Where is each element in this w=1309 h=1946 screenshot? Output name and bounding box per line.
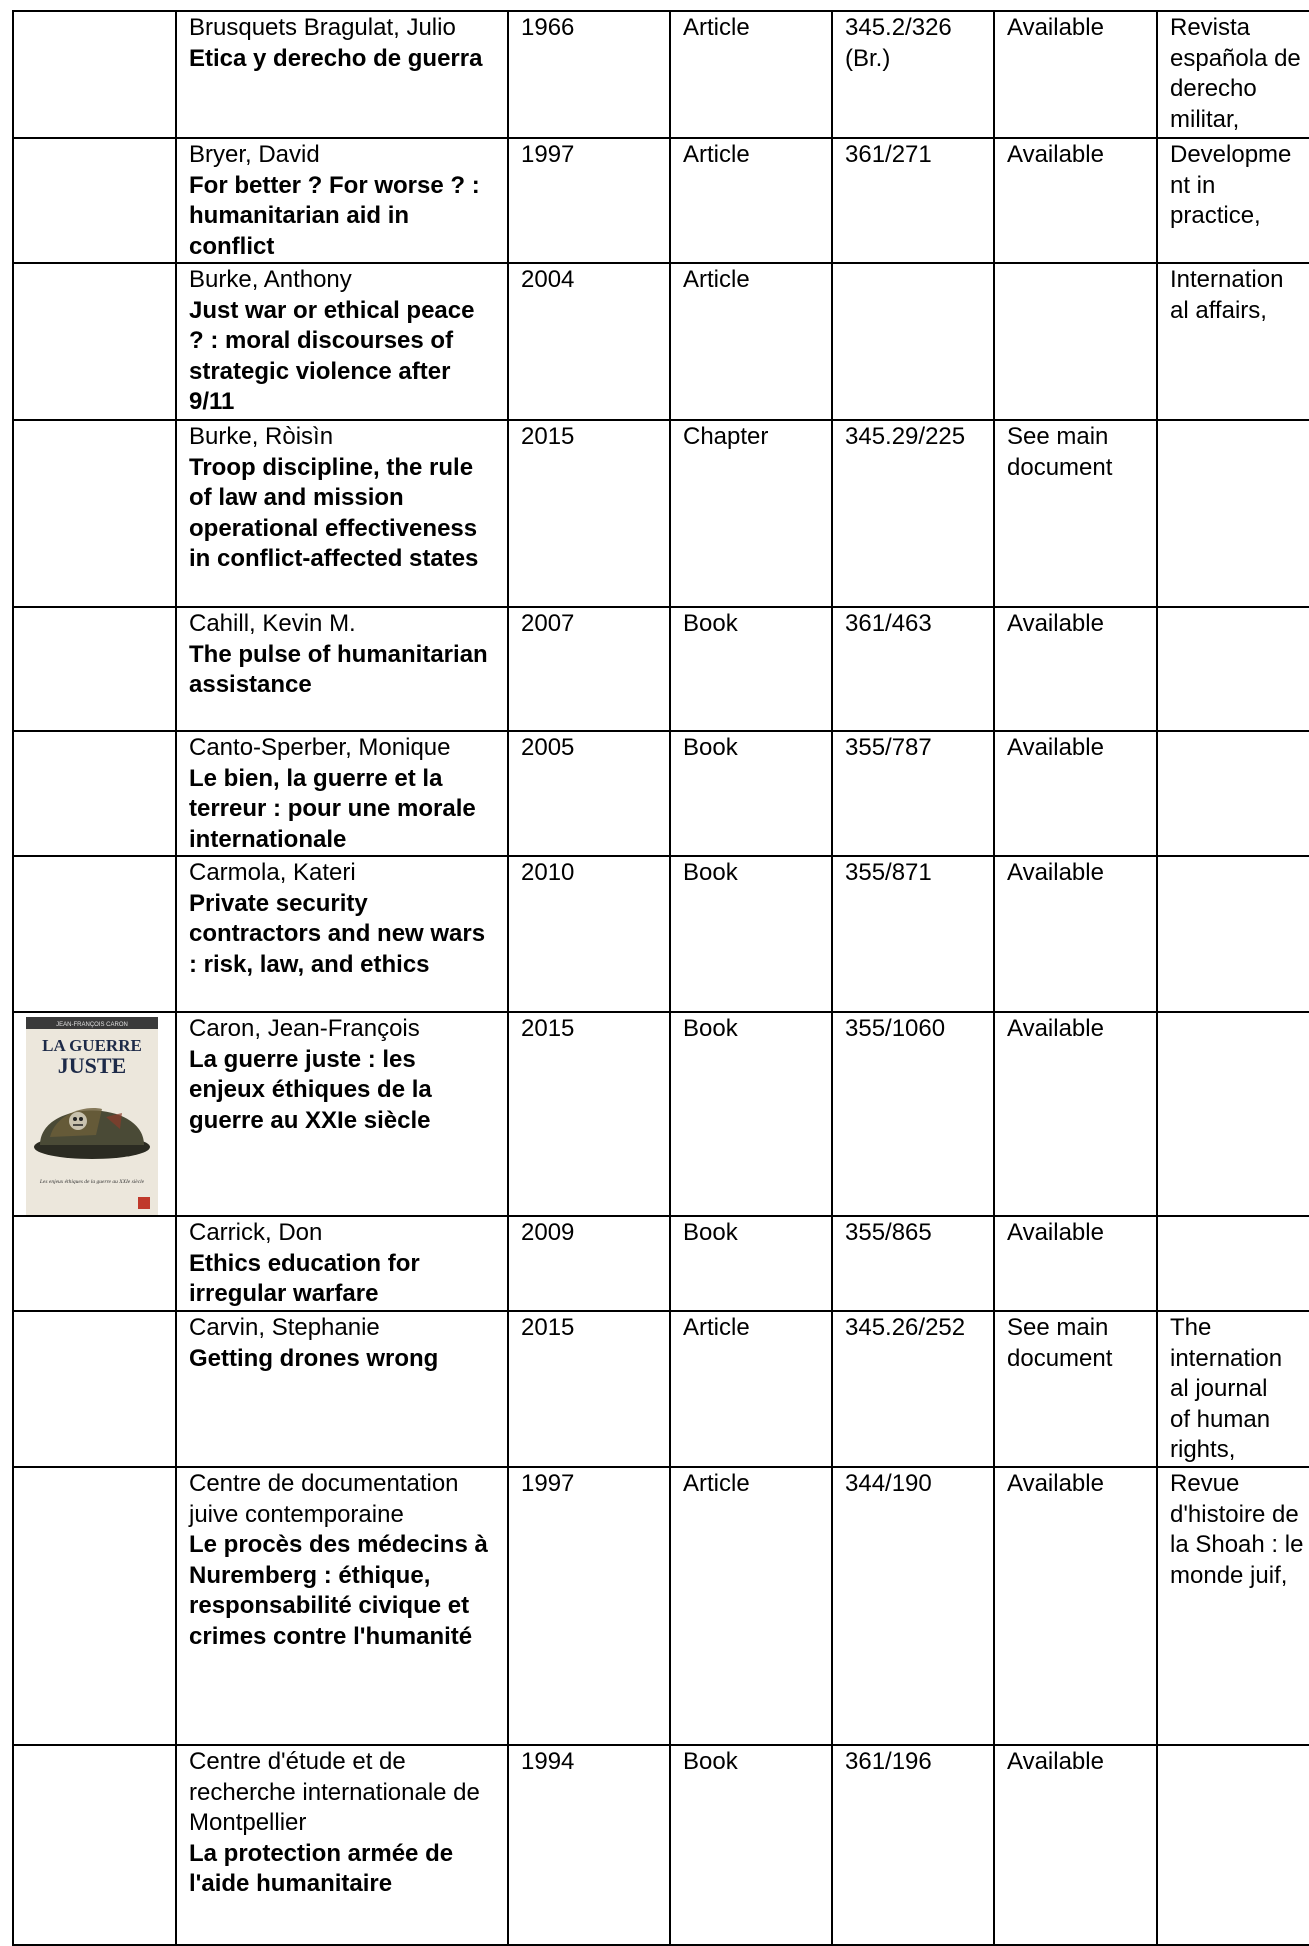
title-link[interactable]: Ethics education for irregular warfare <box>189 1249 420 1307</box>
author: Carvin, Stephanie <box>189 1314 380 1341</box>
cover-cell <box>13 263 176 420</box>
author: Canto-Sperber, Monique <box>189 734 451 761</box>
call-number-cell: 345.29/225 <box>832 420 994 607</box>
call-number-cell <box>832 263 994 420</box>
year-cell: 2010 <box>508 856 670 1012</box>
status-cell: Available <box>994 1745 1157 1945</box>
call-number-cell: 355/1060 <box>832 1012 994 1216</box>
type-cell: Book <box>670 1012 832 1216</box>
title-link[interactable]: La guerre juste : les enjeux éthiques de la guerre au XXIe siècle <box>189 1045 432 1134</box>
type-cell: Article <box>670 1311 832 1467</box>
source-cell <box>1157 607 1309 731</box>
table-row <box>13 731 1309 856</box>
call-number-cell: 355/871 <box>832 856 994 1012</box>
author: Centre d'étude et de recherche internationale de Montpellier <box>189 1748 480 1836</box>
catalog-table <box>12 10 1309 1946</box>
source-cell <box>1157 1216 1309 1311</box>
type-cell: Book <box>670 1745 832 1945</box>
title-link[interactable]: Private security contractors and new wars : risk, law, and ethics <box>189 889 486 978</box>
source-cell <box>1157 856 1309 1012</box>
author: Carmola, Kateri <box>189 859 356 886</box>
call-number-cell: 355/865 <box>832 1216 994 1311</box>
table-row <box>13 1012 1309 1216</box>
author: Carrick, Don <box>189 1219 323 1246</box>
year-cell: 2015 <box>508 1311 670 1467</box>
cover-cell <box>13 1311 176 1467</box>
cover-cell <box>13 731 176 856</box>
author-title-cell[interactable] <box>176 731 508 856</box>
status-cell: Available <box>994 856 1157 1012</box>
call-number-cell: 355/787 <box>832 731 994 856</box>
status-cell: See main document <box>994 420 1157 607</box>
author-title-cell[interactable] <box>176 138 508 263</box>
author: Burke, Ròisìn <box>189 423 334 450</box>
author-title-cell[interactable] <box>176 420 508 607</box>
type-cell: Article <box>670 263 832 420</box>
source-cell: Developme nt in practice, <box>1157 138 1309 263</box>
year-cell: 2015 <box>508 1012 670 1216</box>
year-cell: 2005 <box>508 731 670 856</box>
call-number-cell: 344/190 <box>832 1467 994 1745</box>
table-row <box>13 11 1309 138</box>
title-link[interactable]: Etica y derecho de guerra <box>189 44 483 72</box>
title-link[interactable]: Troop discipline, the rule of law and mission operational effectiveness in conflict-affected states <box>189 453 479 572</box>
table-row <box>13 1216 1309 1311</box>
table-row <box>13 420 1309 607</box>
table-row <box>13 1311 1309 1467</box>
type-cell: Book <box>670 856 832 1012</box>
status-cell <box>994 263 1157 420</box>
cover-title-line1: LA GUERRE <box>42 1036 142 1055</box>
call-number-cell: 361/196 <box>832 1745 994 1945</box>
source-cell <box>1157 1745 1309 1945</box>
source-cell <box>1157 420 1309 607</box>
cover-cell <box>13 856 176 1012</box>
type-cell: Article <box>670 1467 832 1745</box>
cover-title-line2: JUSTE <box>57 1053 127 1078</box>
call-number-cell: 345.2/326 (Br.) <box>832 11 994 138</box>
author-title-cell[interactable] <box>176 1745 508 1945</box>
author: Centre de documentation juive contemporaine <box>189 1470 459 1528</box>
status-cell: Available <box>994 1216 1157 1311</box>
author-title-cell[interactable] <box>176 1311 508 1467</box>
title-link[interactable]: The pulse of humanitarian assistance <box>189 640 488 698</box>
author-title-cell[interactable] <box>176 263 508 420</box>
type-cell: Book <box>670 607 832 731</box>
cover-cell <box>13 1216 176 1311</box>
status-cell: Available <box>994 138 1157 263</box>
status-cell: See main document <box>994 1311 1157 1467</box>
book-cover-image[interactable] <box>26 1017 158 1215</box>
author: Brusquets Bragulat, Julio <box>189 14 456 41</box>
year-cell: 2007 <box>508 607 670 731</box>
type-cell: Article <box>670 138 832 263</box>
cover-author-text: JEAN-FRANÇOIS CARON <box>56 1022 128 1028</box>
title-link[interactable]: For better ? For worse ? : humanitarian aid in conflict <box>189 171 480 260</box>
cover-subtitle: Les enjeux éthiques de la guerre au XXIe siècle <box>39 1179 145 1185</box>
author-title-cell[interactable] <box>176 607 508 731</box>
status-cell: Available <box>994 11 1157 138</box>
year-cell: 1997 <box>508 1467 670 1745</box>
cover-cell <box>13 1467 176 1745</box>
table-row <box>13 1467 1309 1745</box>
source-cell: Revue d'histoire de la Shoah : le monde juif, <box>1157 1467 1309 1745</box>
title-link[interactable]: Just war or ethical peace ? : moral discourses of strategic violence after 9/11 <box>189 296 475 415</box>
cover-cell <box>13 607 176 731</box>
source-cell: Revista española de derecho militar, <box>1157 11 1309 138</box>
status-cell: Available <box>994 1012 1157 1216</box>
author-title-cell[interactable] <box>176 1216 508 1311</box>
author-title-cell[interactable] <box>176 856 508 1012</box>
source-cell: The internation al journal of human rights, <box>1157 1311 1309 1467</box>
author-title-cell[interactable] <box>176 11 508 138</box>
status-cell: Available <box>994 607 1157 731</box>
cover-cell <box>13 1012 176 1216</box>
title-link[interactable]: La protection armée de l'aide humanitaire <box>189 1839 454 1897</box>
author: Bryer, David <box>189 141 320 168</box>
type-cell: Article <box>670 11 832 138</box>
table-row <box>13 607 1309 731</box>
source-cell <box>1157 1012 1309 1216</box>
title-link[interactable]: Getting drones wrong <box>189 1344 439 1372</box>
author: Caron, Jean-François <box>189 1015 420 1042</box>
year-cell: 1997 <box>508 138 670 263</box>
author: Cahill, Kevin M. <box>189 610 356 637</box>
year-cell: 2009 <box>508 1216 670 1311</box>
call-number-cell: 361/463 <box>832 607 994 731</box>
year-cell: 1966 <box>508 11 670 138</box>
cover-cell <box>13 420 176 607</box>
table-row <box>13 138 1309 263</box>
table-row <box>13 263 1309 420</box>
author-title-cell[interactable] <box>176 1467 508 1745</box>
call-number-cell: 345.26/252 <box>832 1311 994 1467</box>
year-cell: 2015 <box>508 420 670 607</box>
author-title-cell[interactable] <box>176 1012 508 1216</box>
table-row <box>13 1745 1309 1945</box>
type-cell: Book <box>670 1216 832 1311</box>
status-cell: Available <box>994 1467 1157 1745</box>
title-link[interactable]: Le procès des médecins à Nuremberg : éthique, responsabilité civique et crimes contre l'humanité <box>189 1531 488 1650</box>
call-number-cell: 361/271 <box>832 138 994 263</box>
cover-cell <box>13 138 176 263</box>
cover-cell <box>13 1745 176 1945</box>
type-cell: Chapter <box>670 420 832 607</box>
source-cell: Internation al affairs, <box>1157 263 1309 420</box>
year-cell: 1994 <box>508 1745 670 1945</box>
type-cell: Book <box>670 731 832 856</box>
author: Burke, Anthony <box>189 266 352 293</box>
table-row <box>13 856 1309 1012</box>
title-link[interactable]: Le bien, la guerre et la terreur : pour une morale internationale <box>189 764 476 853</box>
cover-cell <box>13 11 176 138</box>
year-cell: 2004 <box>508 263 670 420</box>
status-cell: Available <box>994 731 1157 856</box>
source-cell <box>1157 731 1309 856</box>
